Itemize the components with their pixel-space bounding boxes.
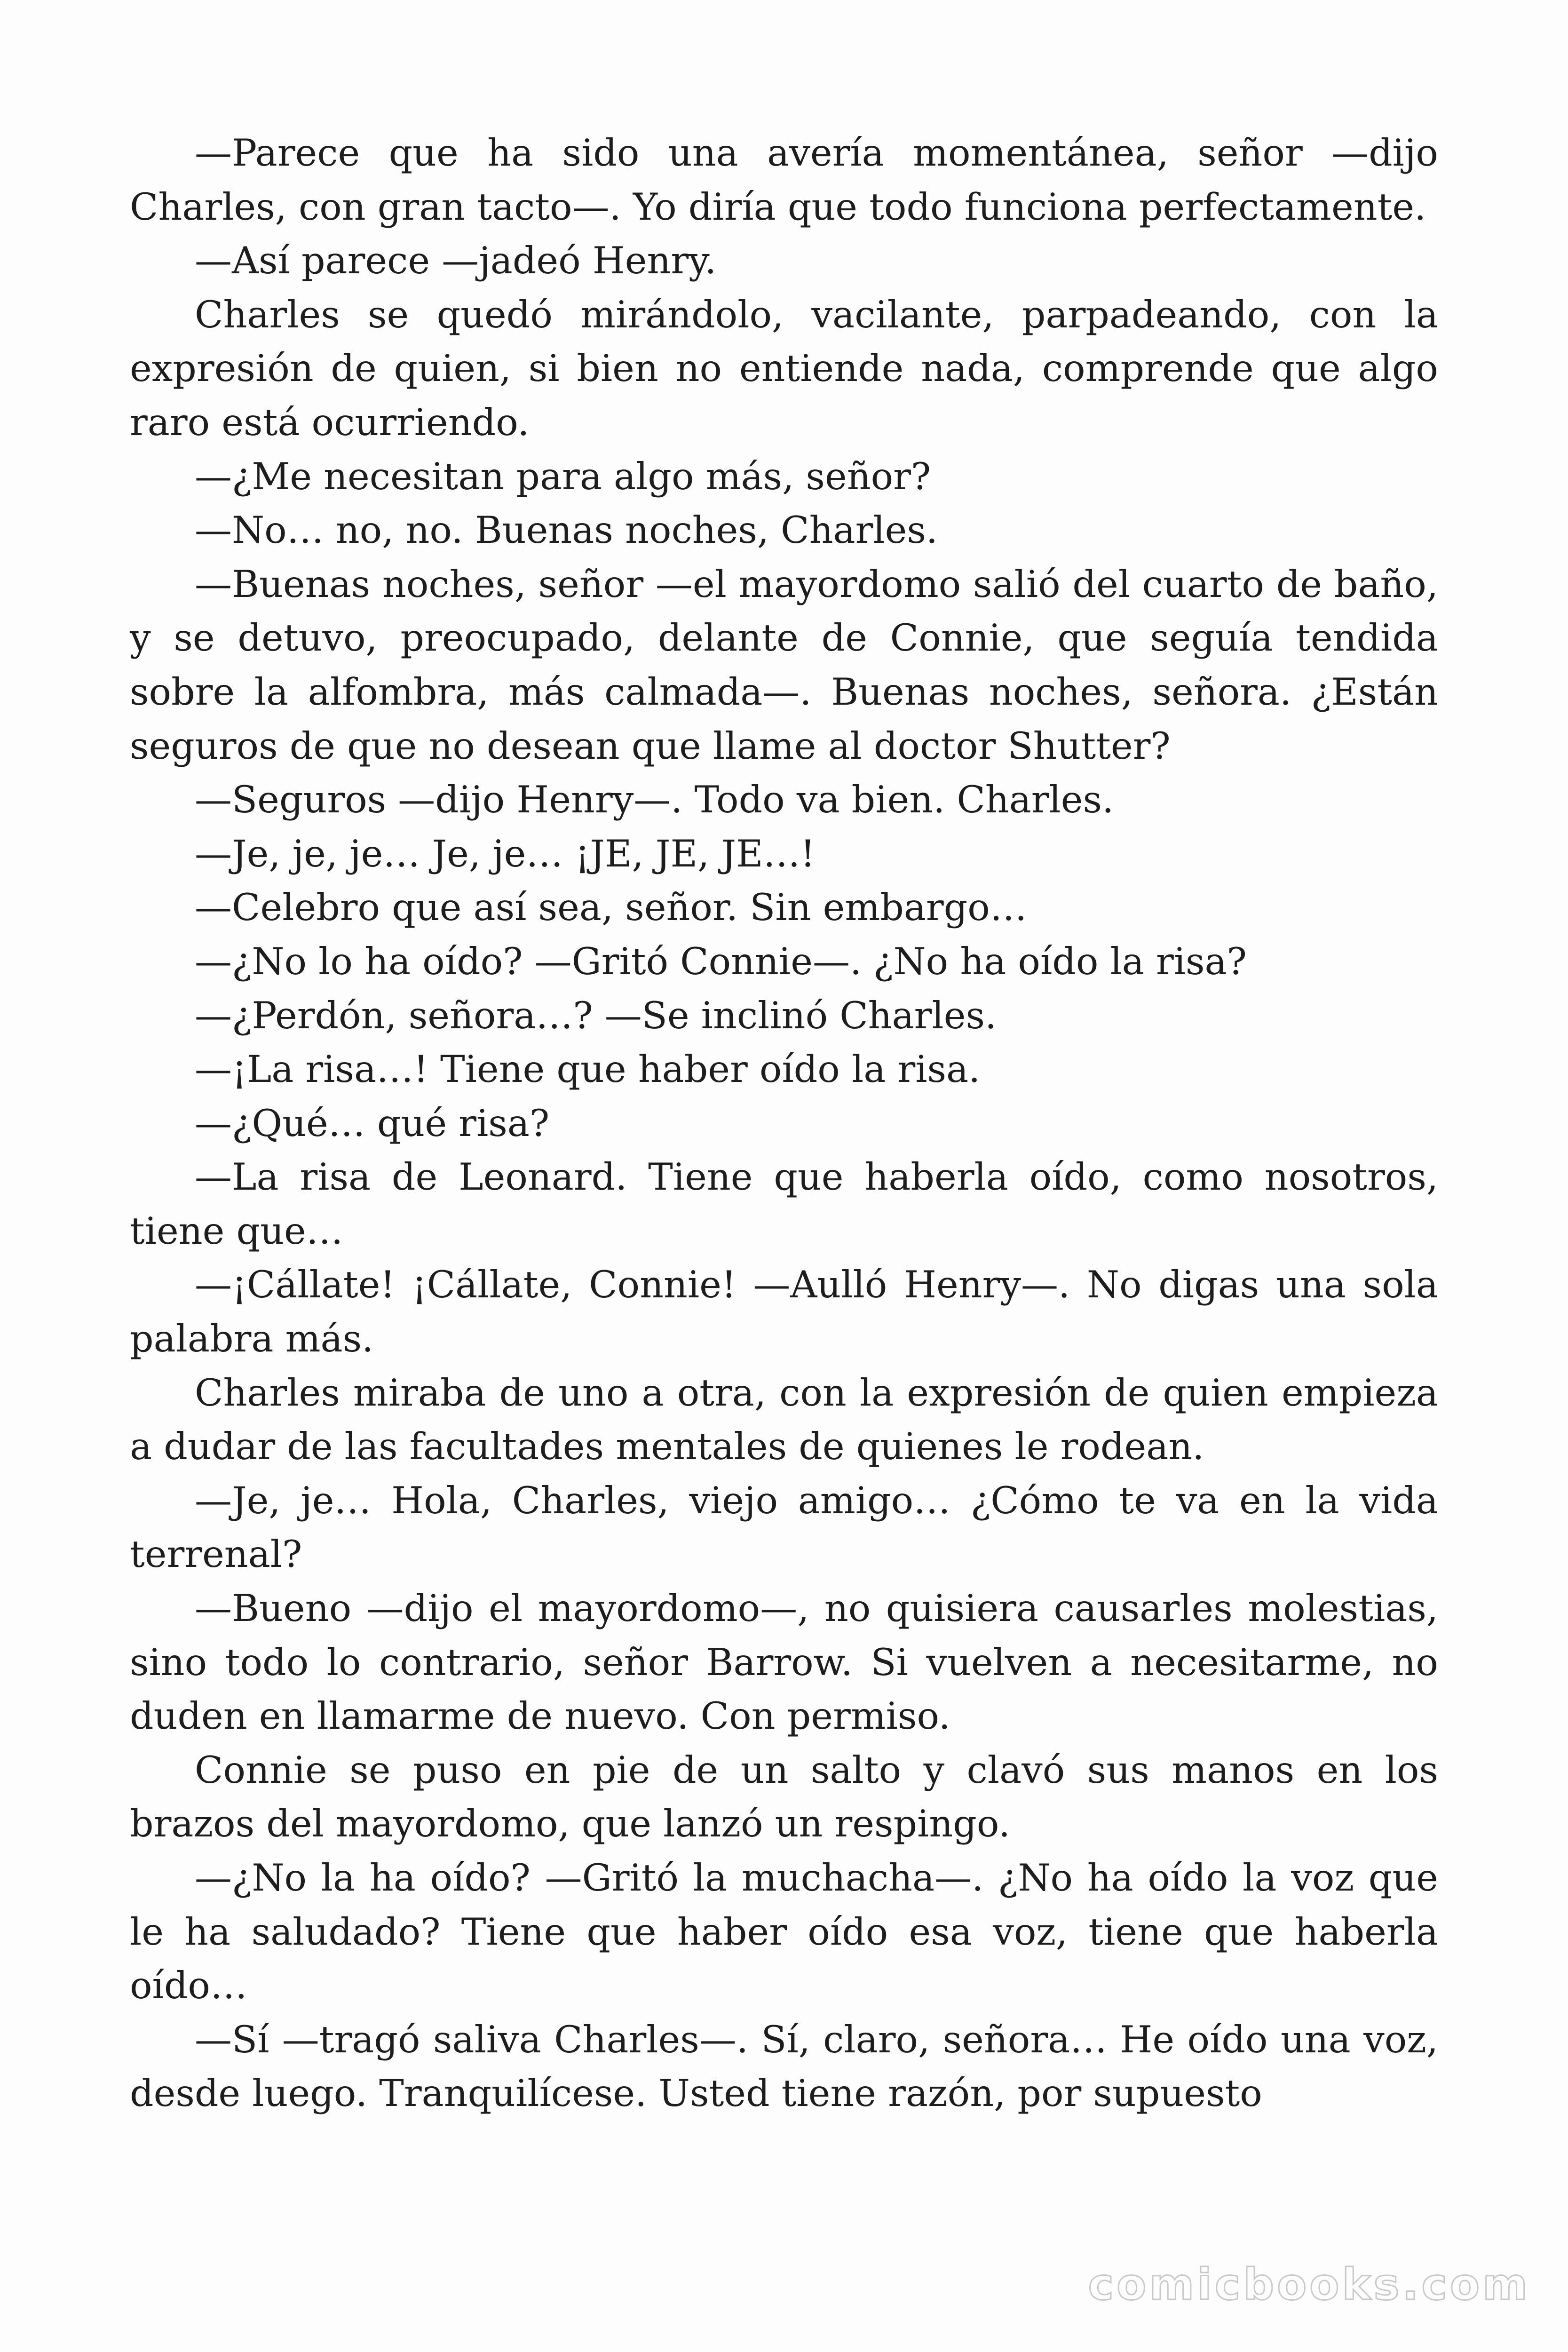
paragraph: —Je, je… Hola, Charles, viejo amigo… ¿Cómo te va en la vida terrenal?: [130, 1478, 1438, 1576]
paragraph: —¡La risa…! Tiene que haber oído la risa.: [195, 1048, 981, 1091]
paragraph: —Así parece —jadeó Henry.: [195, 239, 717, 283]
paragraph: —Seguros —dijo Henry—. Todo va bien. Charles.: [195, 778, 1114, 822]
paragraph: —Parece que ha sido una avería momentánea, señor —dijo Charles, con gran tacto—. Yo diría que todo funciona perfectamente.: [130, 131, 1438, 229]
paragraph: —Je, je, je… Je, je… ¡JE, JE, JE…!: [195, 832, 816, 875]
watermark-logo: comicbooks.com: [1088, 2259, 1530, 2310]
paragraph: —Celebro que así sea, señor. Sin embargo…: [195, 886, 1027, 930]
paragraph: Charles miraba de uno a otra, con la expresión de quien empieza a dudar de las facultades mentales de quienes le rodean.: [130, 1371, 1438, 1469]
paragraph: —¿Me necesitan para algo más, señor?: [195, 454, 931, 498]
paragraph: —¿Qué… qué risa?: [195, 1101, 550, 1145]
paragraph: —¡Cállate! ¡Cállate, Connie! —Aulló Henry—. No digas una sola palabra más.: [130, 1263, 1438, 1361]
paragraph: Connie se puso en pie de un salto y clavó sus manos en los brazos del mayordomo, que lanzó un respingo.: [130, 1748, 1438, 1846]
body-text: [130, 126, 1438, 2121]
paragraph: Charles se quedó mirándolo, vacilante, parpadeando, con la expresión de quien, si bien no entiende nada, comprende que algo raro está ocurriendo.: [130, 293, 1438, 444]
paragraph: —¿No lo ha oído? —Gritó Connie—. ¿No ha oído la risa?: [195, 939, 1247, 983]
paragraph: —No… no, no. Buenas noches, Charles.: [195, 509, 938, 552]
paragraph: —Bueno —dijo el mayordomo—, no quisiera causarles molestias, sino todo lo contrario, señor Barrow. Si vuelven a necesitarme, no duden en llamarme de nuevo. Con permiso.: [130, 1587, 1438, 1738]
paragraph: —La risa de Leonard. Tiene que haberla oído, como nosotros, tiene que…: [130, 1155, 1438, 1253]
paragraph: —¿No la ha oído? —Gritó la muchacha—. ¿No ha oído la voz que le ha saludado? Tiene que haber oído esa voz, tiene que haberla oído…: [130, 1856, 1438, 2008]
paragraph: —Sí —tragó saliva Charles—. Sí, claro, señora… He oído una voz, desde luego. Tranquilícese. Usted tiene razón, por supuesto: [130, 2018, 1438, 2115]
paragraph: —¿Perdón, señora…? —Se inclinó Charles.: [195, 993, 997, 1037]
paragraph: —Buenas noches, señor —el mayordomo salió del cuarto de baño, y se detuvo, preocupado, delante de Connie, que seguía tendida sobre la alfombra, más calmada—. Buenas noches, señora. ¿Están seguros de que no desean que llame al doctor Shutter?: [130, 562, 1438, 768]
